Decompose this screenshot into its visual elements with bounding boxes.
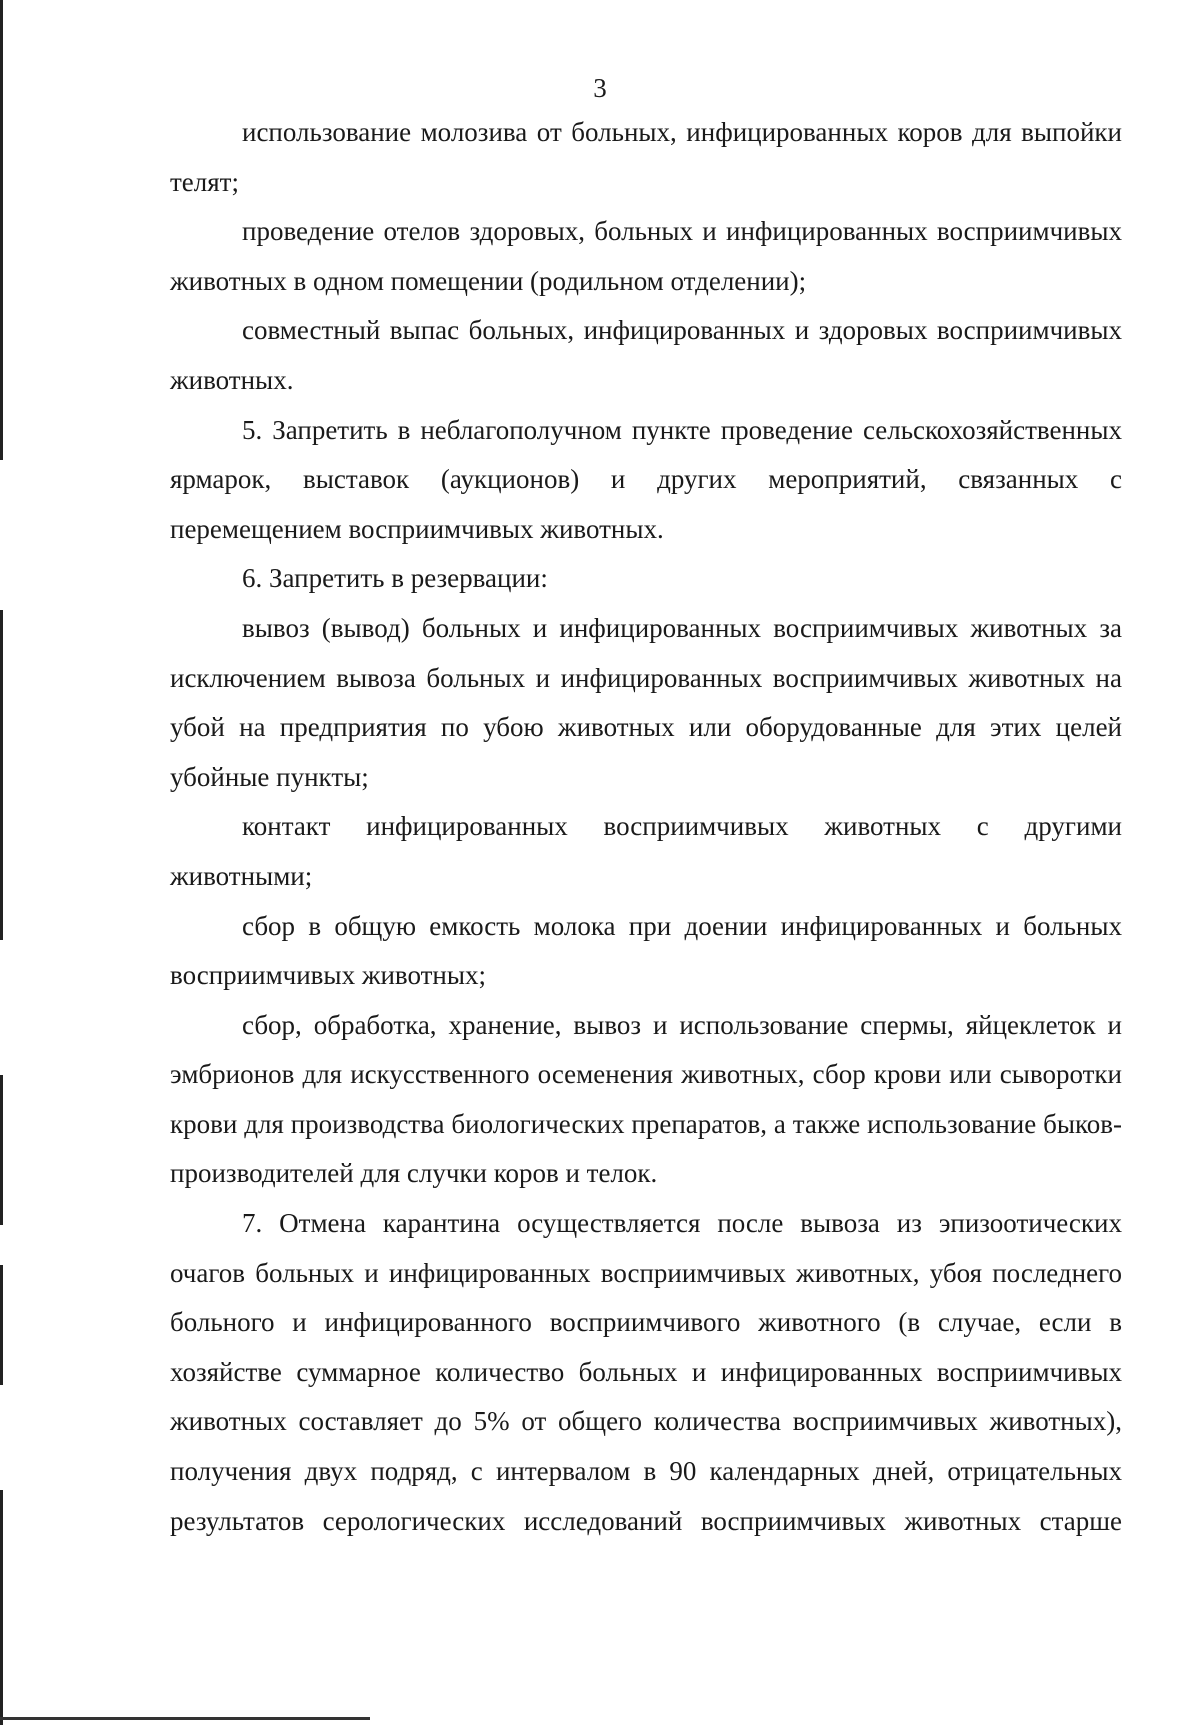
paragraph-semen: сбор, обработка, хранение, вывоз и использование спермы, яйцеклеток и эмбрионов для искусственного осеменения животных, сбор крови или сыворотки крови для производства биологических препаратов, а также использование быков-производителей для случки коров и телок.: [170, 1009, 1122, 1189]
paragraph-milk: сбор в общую емкость молока при доении инфицированных и больных восприимчивых животных;: [170, 910, 1122, 991]
scan-edge-line: [0, 1075, 3, 1225]
paragraph-item-7: 7. Отмена карантина осуществляется после вывоза из эпизоотических очагов больных и инфицированных восприимчивых животных, убоя последнего больного и инфицированного восприимчивого животного (в случае, если в хозяйстве суммарное количество больных и инфицированных восприимчивых животных составляет до 5% от общего количества восприимчивых животных), получения двух подряд, с интервалом в 90 календарных дней, отрицательных результатов серологических исследований восприимчивых животных старше: [170, 1208, 1122, 1536]
paragraph-colostrum: использование молозива от больных, инфицированных коров для выпойки телят;: [170, 117, 1122, 197]
paragraph-item-6: 6. Запретить в резервации:: [242, 563, 548, 594]
document-body: [170, 108, 1122, 1546]
page-number: 3: [593, 73, 607, 103]
scan-edge-line: [0, 1490, 3, 1725]
scan-edge-line: [0, 1265, 3, 1385]
scan-bottom-line: [0, 1717, 370, 1720]
paragraph-grazing: совместный выпас больных, инфицированных и здоровых восприимчивых животных.: [170, 315, 1122, 395]
paragraph-removal: вывоз (вывод) больных и инфицированных восприимчивых животных за исключением вывоза больных и инфицированных восприимчивых животных на убой на предприятия по убою животных или оборудованные для этих целей убойные пункты;: [170, 612, 1122, 792]
paragraph-contact: контакт инфицированных восприимчивых животных с другими животными;: [170, 811, 1122, 891]
scan-edge-line: [0, 0, 3, 460]
paragraph-calving: проведение отелов здоровых, больных и инфицированных восприимчивых животных в одном помещении (родильном отделении);: [170, 216, 1122, 296]
paragraph-item-5: 5. Запретить в неблагополучном пункте проведение сельскохозяйственных ярмарок, выставок (аукционов) и других мероприятий, связанных с перемещением восприимчивых животных.: [170, 414, 1122, 544]
scan-edge-line: [0, 610, 3, 940]
